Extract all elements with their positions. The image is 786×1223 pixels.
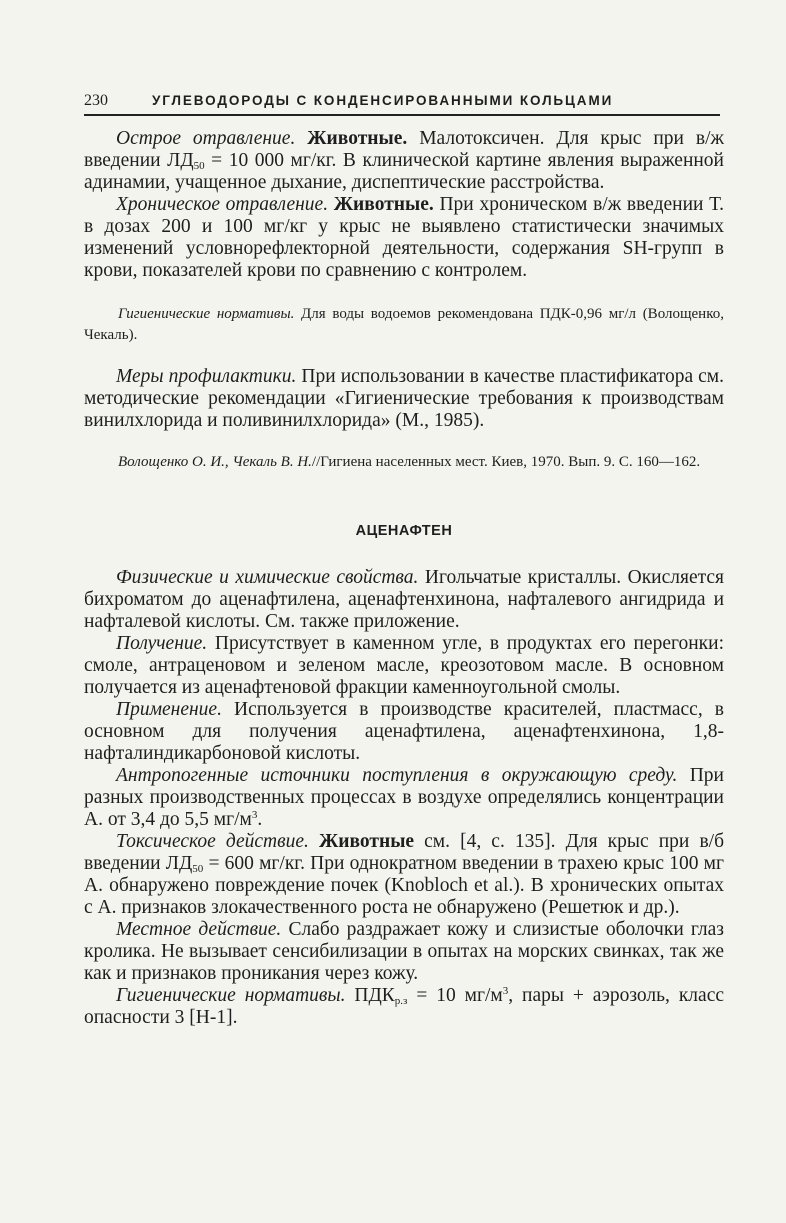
label-application: Применение. — [116, 699, 222, 720]
running-title: УГЛЕВОДОРОДЫ С КОНДЕНСИРОВАННЫМИ КОЛЬЦАМИ — [152, 93, 614, 108]
page-content — [84, 128, 724, 1029]
page-number: 230 — [84, 92, 108, 109]
toxic-text-b: = 600 мг/кг. При однократном введении в трахею крыс 100 мг А. обнаружено повреждение почек (Knobloch et al.). В хронических опытах с А. признаков злокачественного роста не обнаружено (Решетюк и др.). — [84, 853, 725, 918]
paragraph-prevention — [84, 366, 724, 432]
sources-text-b: . — [257, 809, 263, 830]
cubic-superscript: 3 — [502, 985, 509, 997]
paragraph-application — [84, 699, 724, 765]
cubic-superscript: 3 — [251, 809, 258, 821]
sources-text-a: При разных производственных процессах в воздухе определялись концентрации А. от 3,4 до 5,5 мг/м — [84, 765, 724, 830]
production-text: Присутствует в каменном угле, в продуктах его перегонки: смоле, антраценовом и зеленом масле, креозотовом масле. В основном получается из аценафтеновой фракции каменноугольной смолы. — [84, 633, 724, 698]
hygiene-prev-text: Для воды водоемов рекомендована ПДК-0,96 мг/л (Волощенко, Чекаль). — [84, 306, 724, 343]
paragraph-physical-properties — [84, 567, 724, 633]
paragraph-sources — [84, 765, 724, 831]
section-title: АЦЕНАФТЕН — [355, 523, 453, 539]
physical-text: Игольчатые кристаллы. Окисляется бихроматом до аценафтилена, аценафтенхинона, нафталевого ангидрида и нафталевой кислоты. См. также приложение. — [84, 567, 724, 632]
toxic-text-a: см. [4, с. 135]. Для крыс при в/б введении ЛД — [84, 831, 724, 874]
label-local-action: Местное действие. — [116, 919, 282, 940]
label-hygiene-standards: Гигиенические нормативы. — [116, 985, 346, 1006]
hygiene-text-a: ПДК — [345, 985, 395, 1006]
reference-text: Гигиена населенных мест. Киев, 1970. Вып. 9. С. 160—162. — [320, 454, 701, 470]
paragraph-local-action — [84, 919, 724, 985]
label-chronic-poisoning: Хроническое отравление. — [116, 194, 329, 215]
label-sources: Антропогенные источники поступления в окружающую среду. — [116, 765, 678, 786]
ld-subscript: 50 — [192, 863, 204, 875]
acute-text-b: = 10 000 мг/кг. В клинической картине явления выраженной адинамии, учащенное дыхание, диспептические расстройства. — [84, 150, 724, 193]
reference-authors: Волощенко О. И., Чекаль В. Н. — [118, 454, 312, 470]
paragraph-hygiene-prev — [84, 304, 724, 346]
paragraph-hygiene-standards — [84, 985, 724, 1029]
paragraph-acute-poisoning — [84, 128, 724, 194]
prevention-text: При использовании в качестве пластификатора см. методические рекомендации «Гигиенические требования к производствам винилхлорида и поливинилхлорида» (М., 1985). — [84, 366, 724, 431]
paragraph-chronic-poisoning — [84, 194, 724, 282]
hygiene-text-c: , пары + аэрозоль, класс опасности 3 [Н-1]. — [84, 985, 724, 1028]
label-animals: Животные. — [307, 128, 408, 149]
paragraph-production — [84, 633, 724, 699]
label-hygiene-prev: Гигиенические нормативы. — [118, 306, 295, 322]
pdk-subscript: р.з — [394, 995, 408, 1007]
label-animals: Животные. — [333, 194, 434, 215]
local-text: Слабо раздражает кожу и слизистые оболочки глаз кролика. Не вызывает сенсибилизации в опытах на морских свинках, так же как и признаков проникания через кожу. — [84, 919, 724, 984]
label-production: Получение. — [116, 633, 208, 654]
acute-text-a: Малотоксичен. Для крыс при в/ж введении ЛД — [84, 128, 724, 171]
hygiene-text-b: = 10 мг/м — [407, 985, 503, 1006]
chronic-text: При хроническом в/ж введении Т. в дозах 200 и 100 мг/кг у крыс не выявлено статистически значимых изменений условнорефлекторной деятельности, содержания SH-групп в крови, показателей крови по сравнению с контролем. — [84, 194, 724, 281]
label-prevention: Меры профилактики. — [116, 366, 297, 387]
reference-entry — [84, 452, 724, 473]
paragraph-toxic-action — [84, 831, 724, 919]
ld-subscript: 50 — [193, 160, 205, 172]
reference-separator: // — [311, 454, 321, 470]
page-header — [84, 92, 720, 116]
label-acute-poisoning: Острое отравление. — [116, 128, 296, 149]
application-text: Используется в производстве красителей, пластмасс, в основном для получения аценафтилена, аценафтенхинона, 1,8-нафталиндикарбоновой кислоты. — [84, 699, 724, 764]
label-physical-properties: Физические и химические свойства. — [116, 567, 419, 588]
label-animals: Животные — [318, 831, 415, 852]
label-toxic-action: Токсическое действие. — [116, 831, 309, 852]
